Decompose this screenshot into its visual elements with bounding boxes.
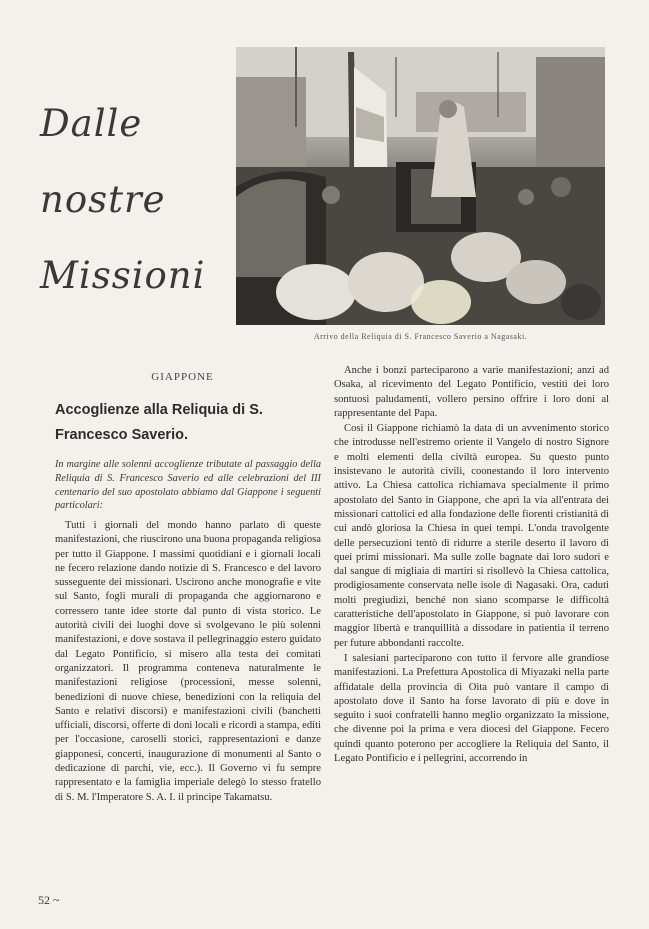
paragraph: Tutti i giornali del mondo hanno parlato di queste manifestazioni, che riuscirono una buona propaganda religiosa per tutto il Giappone. I massimi quotidiani e i giornali locali ne fecero relazione dando notizie di S. Francesco e del lavoro susseguente dei missionari. Uscirono anche monografie e vite sul Santo, fogli murali di propaganda che aggiornarono e corressero tante idee storte dal punto di vista storico. Le autorità civili dei luoghi dove si svolgevano le più solenni manifestazioni, e dove sostava il pellegrinaggio estero guidato dal Legato Pontificio, si misero alla testa dei comitati organizzatori. Il programma conteneva naturalmente le manifestazioni religiose (processioni, messe solenni, benedizioni di nuove chiese, benedizioni con la reliquia del Santo e relativi discorsi) e manifestazioni civili (banchetti ufficiali, discorsi, offerte di doni locali e ricordi a stampa, editi per l'occasione, caroselli storici, rappresentazioni e danze giapponesi, concerti, inaugurazione di monumenti al Santo o dedicazione di parchi, vie, ecc.). Il Governo vi fu sempre rappresentato e la famiglia imperiale delegò lo stesso fratello di S. M. l'Imperatore S. A. I. il principe Takamatsu. <box>55 520 321 803</box>
page-number <box>38 893 60 908</box>
title-line-3: Missioni <box>40 254 206 297</box>
title-line-2: nostre <box>40 178 166 221</box>
photo-caption: Arrivo della Reliquia di S. Francesco Saverio a Nagasaki. <box>313 332 528 341</box>
section-label: GIAPPONE <box>151 371 214 383</box>
right-column <box>334 364 609 766</box>
paragraph: I salesiani parteciparono con tutto il fervore alle grandiose manifestazioni. La Prefettura Apostolica di Miyazaki nella parte affidatale della provincia di Oita può vantare il campo di apostolato dove il Santo ha forse lavorato di più e dove in seguito i suoi confratelli hanno meglio organizzato la missione, che divenne poi la prima e vera diocesi del Giappone. Fecero quindi quanto poterono per accogliere la Reliquia del Santo, il Legato Pontificio e i pellegrini, accorrendo in <box>334 652 609 765</box>
paragraph: Anche i bonzi parteciparono a varie manifestazioni; anzi ad Osaka, al ricevimento del Legato Pontificio, vestiti dei loro sontuosi paludamenti, vollero persino offrire i loro doni al rappresentante del Papa. <box>334 365 609 419</box>
page-title <box>40 86 230 314</box>
page-mark: ~ <box>53 893 60 907</box>
title-line-1: Dalle <box>40 102 143 145</box>
left-column <box>55 519 321 805</box>
paragraph: Così il Giappone richiamò la data di un avvenimento storico che introdusse nell'estremo oriente il Vangelo di nostro Signore e molti elementi della civiltà europea. Su questo punto insistevano le autorità civili, coonestando il loro intervento attivo. La Chiesa cattolica richiamava specialmente il primo apostolato del Santo in Giappone, che aprì la via all'entrata dei missionari cattolici ed alla fondazione delle fiorenti cristianità di cui andò gloriosa la Chiesa in quei tempi. L'onda travolgente delle persecuzioni tentò di ridurre a sterile deserto il lavoro di quei primi missionari. Ma sulle zolle bagnate dai loro sudori e dal sangue di migliaia di martiri si risollevò la Chiesa cattolica, prodigiosamente conservata nelle isole di Nagasaki. Ora, caduti molti pregiudizi, benché non siano scomparse le difficoltà caratteristiche dell'apostolato in Giappone, si può lavorare con maggior libertà e tranquillità a dissodare in patientia il terreno per future abbondanti raccolte. <box>334 423 609 649</box>
article-headline: Accoglienze alla Reliquia di S. Francesco Saverio. <box>55 402 263 443</box>
page-number-value: 52 <box>38 893 50 907</box>
photo-illustration <box>236 47 605 325</box>
relic-arrival-photo <box>236 47 605 325</box>
article-intro: In margine alle solenni accoglienze tributate al passaggio della Reliquia di S. Francesco Saverio ed alle celebrazioni del III centenario del suo apostolato abbiamo dal Giappone i seguenti particolari: <box>55 459 321 512</box>
